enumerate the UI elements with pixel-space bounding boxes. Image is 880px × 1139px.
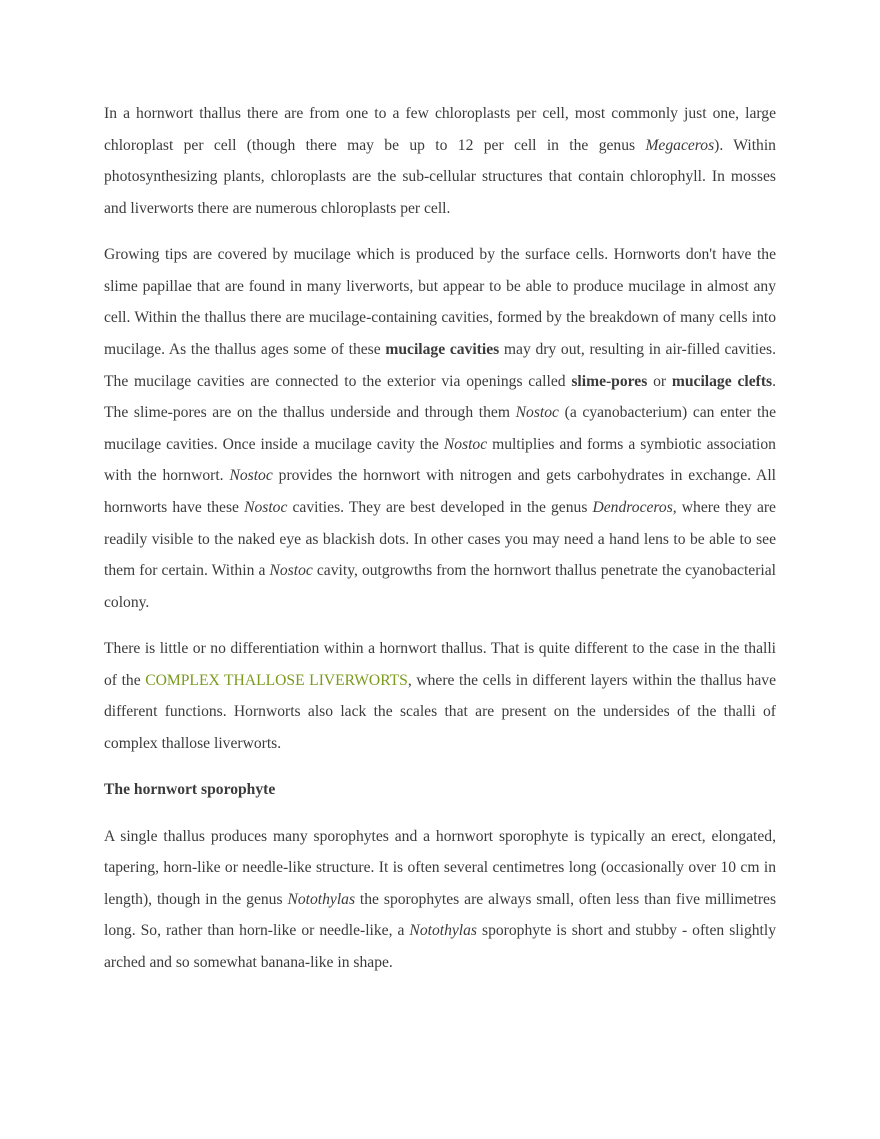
genus-name: Nostoc <box>515 404 559 422</box>
text-run: Growing tips are covered by mucilage which is produced by the surface cells. Hornworts don't have the slime papillae that are found in many liverworts, but appear to be able to produce mucilage in almost any cell. Within the thallus there are mucilage-containing cavities, formed by the breakdown of many cells into mucilage. As the thallus ages some of these <box>104 246 776 358</box>
paragraph-sporophyte <box>104 821 776 979</box>
text-run: , where they are readily visible to the naked eye as blackish dots. In other cases you may need a hand lens to be able to see them for certain. Within a <box>104 498 776 580</box>
section-heading: The hornwort sporophyte <box>104 781 276 799</box>
text-run: ). Within photosynthesizing plants, chloroplasts are the sub-cellular structures that contain chlorophyll. In mosses and liverworts there are numerous chloroplasts per cell. <box>104 136 776 217</box>
genus-name: Dendroceros <box>592 498 673 516</box>
text-run: (a cyanobacterium) can enter the mucilage cavities. Once inside a mucilage cavity the <box>104 404 777 453</box>
genus-name: Nostoc <box>269 562 313 580</box>
text-run: . The slime-pores are on the thallus underside and through them <box>104 372 776 422</box>
text-run: multiplies and forms a symbiotic association with the hornwort. <box>104 435 776 485</box>
genus-name: Notothylas <box>287 890 356 908</box>
text-run: There is little or no differentiation within a hornwort thallus. That is quite different to the case in the thalli of the <box>104 640 776 689</box>
text-run: cavity, outgrowths from the hornwort thallus penetrate the cyanobacterial colony. <box>104 562 776 611</box>
document-page <box>104 98 776 979</box>
complex-thallose-liverworts-link[interactable]: COMPLEX THALLOSE LIVERWORTS <box>145 671 408 689</box>
paragraph-differentiation <box>104 633 776 759</box>
genus-name: Notothylas <box>409 922 477 940</box>
text-run: In a hornwort thallus there are from one to a few chloroplasts per cell, most commonly just one, large chloroplast per cell (though there may be up to 12 per cell in the genus <box>104 105 776 154</box>
text-run: or <box>647 372 672 390</box>
text-run: sporophyte is short and stubby - often slightly arched and so somewhat banana-like in shape. <box>104 922 776 972</box>
term-mucilage-clefts: mucilage clefts <box>671 372 773 390</box>
paragraph-chloroplasts <box>104 98 776 224</box>
term-mucilage-cavities: mucilage cavities <box>385 340 500 358</box>
paragraph-mucilage <box>104 239 776 618</box>
text-run: cavities. They are best developed in the genus <box>287 498 593 516</box>
genus-name: Megaceros <box>645 136 715 154</box>
genus-name: Nostoc <box>244 498 288 516</box>
text-run: A single thallus produces many sporophytes and a hornwort sporophyte is typically an erect, elongated, tapering, horn-like or needle-like structure. It is often several centimetres long (occasionally over 10 cm in length), though in the genus <box>104 827 776 908</box>
genus-name: Nostoc <box>443 435 488 453</box>
text-run: may dry out, resulting in air-filled cavities. The mucilage cavities are connected to the exterior via openings called <box>104 340 776 390</box>
text-run: the sporophytes are always small, often less than five millimetres long. So, rather than horn-like or needle-like, a <box>104 890 777 940</box>
text-run: , where the cells in different layers within the thallus have different functions. Hornworts also lack the scales that are present on the undersides of the thalli of complex thallose liverworts. <box>104 671 776 752</box>
term-slime-pores: slime-pores <box>571 372 648 390</box>
genus-name: Nostoc <box>229 467 273 485</box>
text-run: provides the hornwort with nitrogen and gets carbohydrates in exchange. All hornworts have these <box>104 467 776 516</box>
